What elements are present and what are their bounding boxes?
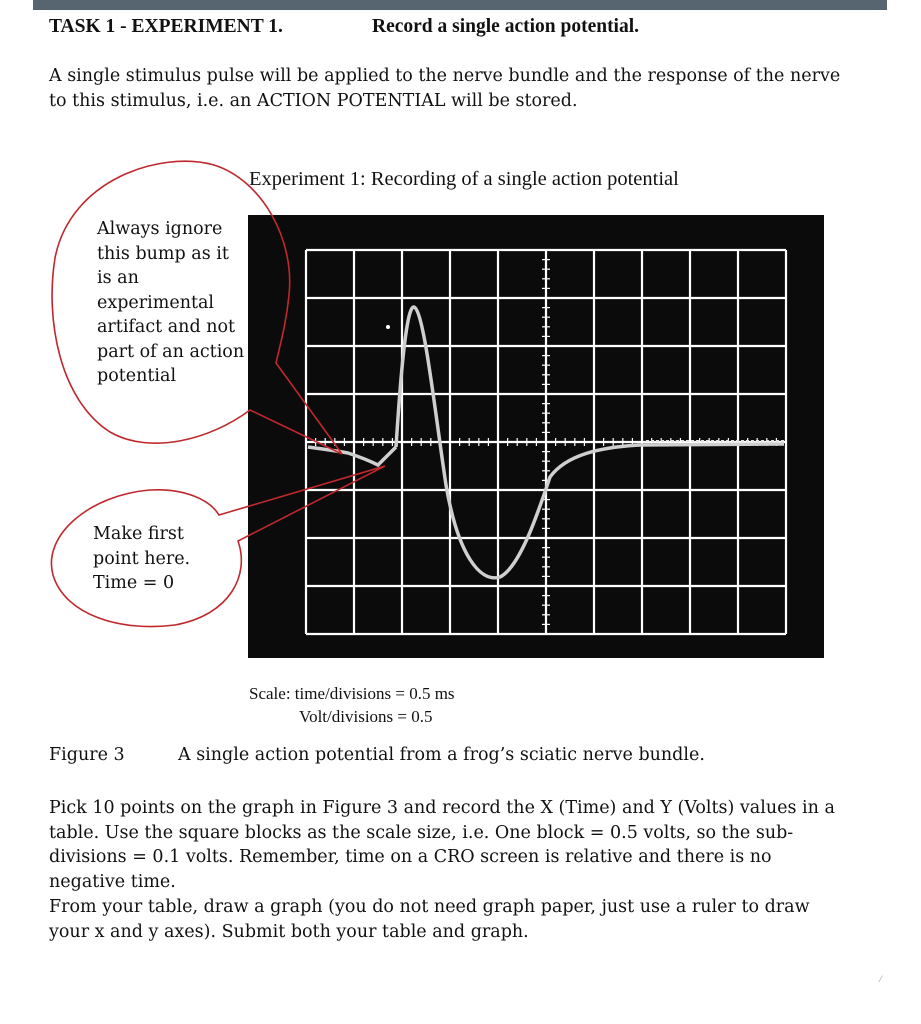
corner-mark: ⁄	[880, 975, 882, 984]
figure-caption-text: A single action potential from a frog’s sciatic nerve bundle.	[178, 745, 705, 765]
scale-time: Scale: time/divisions = 0.5 ms	[249, 684, 455, 703]
intro-paragraph: A single stimulus pulse will be applied to the nerve bundle and the response of the nerve to this stimulus, i.e. an ACTION POTENTIAL will be stored.	[49, 66, 841, 111]
artifact-annotation: Always ignore this bump as it is an experimental artifact and not part of an action potential	[97, 219, 245, 386]
first-point-annotation: Make first point here. Time = 0	[93, 524, 191, 593]
instructions-paragraph-1: Pick 10 points on the graph in Figure 3 and record the X (Time) and Y (Volts) values in a table. Use the square blocks as the scale size, i.e. One block = 0.5 volts, so the sub-divisions = 0.1 volts. Remember, time on a CRO screen is relative and there is no negative time.	[49, 798, 835, 892]
figure-caption-label: Figure 3	[49, 745, 125, 765]
task-title: Record a single action potential.	[372, 16, 640, 37]
instructions-paragraph-2: From your table, draw a graph (you do not need graph paper, just use a ruler to draw your x and y axes). Submit both your table and graph.	[49, 897, 810, 942]
task-label: TASK 1 - EXPERIMENT 1.	[49, 16, 283, 37]
scale-volt: Volt/divisions = 0.5	[299, 707, 433, 726]
figure-title: Experiment 1: Recording of a single action potential	[249, 168, 679, 190]
